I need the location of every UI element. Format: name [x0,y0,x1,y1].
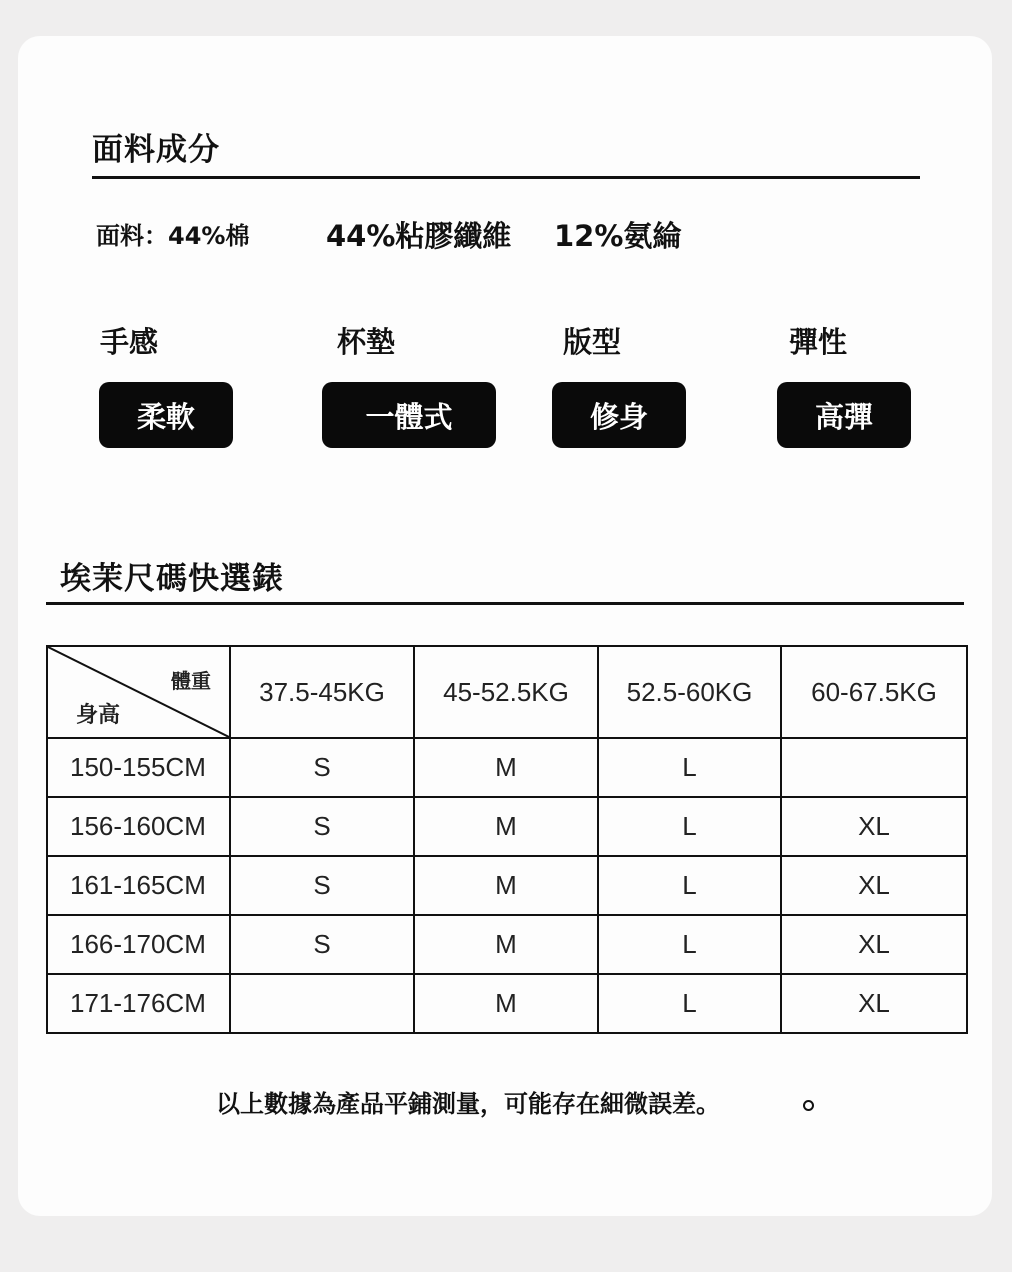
row-height-label: 166-170CM [47,915,230,974]
size-cell: XL [781,797,967,856]
size-cell: S [230,915,414,974]
size-cell: XL [781,974,967,1033]
size-cell: L [598,738,781,797]
attr-label-fit: 版型 [563,325,622,359]
size-cell: S [230,856,414,915]
content-card [18,36,992,1216]
corner-label-height: 身高 [76,703,121,728]
circle-dot-icon [803,1100,814,1111]
size-cell: L [598,856,781,915]
attr-value-cup-pad: 一體式 [322,382,496,448]
attr-label-cup-pad: 杯墊 [337,325,396,359]
table-corner-cell [47,646,230,738]
size-title-divider [46,602,964,605]
fabric-part-spandex: 12%氨綸 [554,219,682,253]
size-cell: S [230,738,414,797]
attr-value-elasticity: 高彈 [777,382,911,448]
size-cell: M [414,856,598,915]
size-cell: M [414,738,598,797]
table-row [47,915,967,974]
table-row [47,856,967,915]
size-cell: XL [781,915,967,974]
size-cell: L [598,974,781,1033]
fabric-part-viscose: 44%粘膠纖維 [326,219,512,253]
fabric-title-divider [92,176,920,179]
size-cell: M [414,915,598,974]
attr-value-hand-feel: 柔軟 [99,382,233,448]
attr-label-hand-feel: 手感 [100,325,159,359]
size-cell [230,974,414,1033]
size-chart-table [46,645,968,1034]
fabric-section-title: 面料成分 [92,132,220,168]
measurement-note: 以上數據為產品平鋪測量，可能存在細微誤差。 [216,1090,720,1118]
column-header: 37.5-45KG [230,646,414,738]
table-row [47,738,967,797]
table-row [47,974,967,1033]
row-height-label: 156-160CM [47,797,230,856]
size-cell: M [414,797,598,856]
table-header-row [47,646,967,738]
size-cell [781,738,967,797]
size-cell: L [598,915,781,974]
fabric-label: 面料：44%棉 [96,222,250,250]
row-height-label: 161-165CM [47,856,230,915]
attr-label-elasticity: 彈性 [789,325,848,359]
size-cell: S [230,797,414,856]
table-row [47,797,967,856]
row-height-label: 150-155CM [47,738,230,797]
size-cell: M [414,974,598,1033]
row-height-label: 171-176CM [47,974,230,1033]
column-header: 45-52.5KG [414,646,598,738]
size-cell: XL [781,856,967,915]
column-header: 52.5-60KG [598,646,781,738]
corner-label-weight: 體重 [171,669,211,693]
size-section-title: 埃茉尺碼快選錶 [60,561,284,597]
column-header: 60-67.5KG [781,646,967,738]
attr-value-fit: 修身 [552,382,686,448]
size-cell: L [598,797,781,856]
